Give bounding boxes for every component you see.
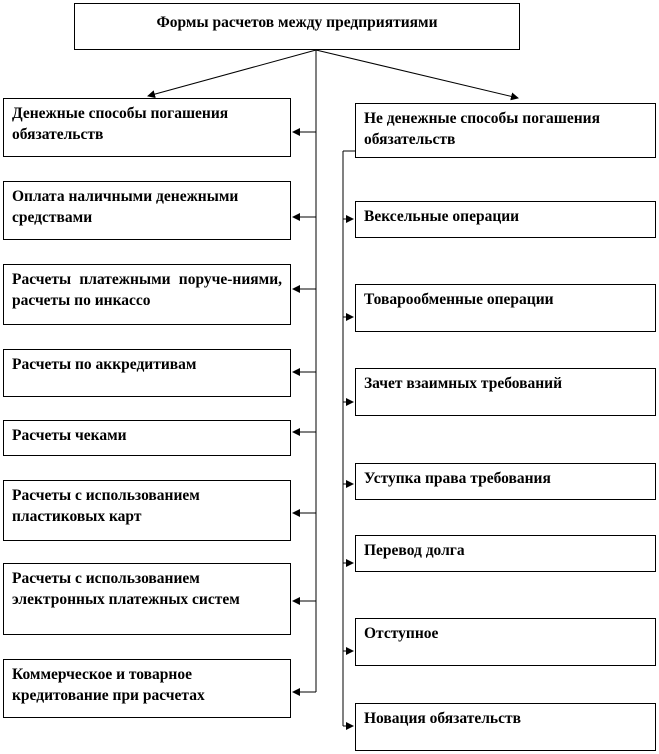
left-item-plastic-cards [3,480,291,541]
right-item-label: Перевод долга [364,542,465,559]
right-header-label: Не денежные способы погашения обязательств [364,110,600,148]
right-item-offset [355,368,656,416]
right-item-label: Вексельные операции [364,208,520,225]
left-item-label: Расчеты с использованием электронных платежных систем [12,570,240,608]
right-item-barter [355,284,656,332]
left-item-label: Оплата наличными денежными средствами [12,188,239,226]
left-item-payment-orders [3,264,291,325]
connector-arrow-left-header [148,50,316,96]
right-item-bills [355,201,656,238]
left-header-label: Денежные способы погашения обязательств [12,105,229,143]
right-item-label: Отступное [364,625,439,642]
left-item-cheques [3,420,291,456]
root-title: Формы расчетов между предприятиями [156,14,438,31]
left-item-label: Коммерческое и товарное кредитование при расчетах [12,666,205,704]
left-item-label: Расчеты с использованием пластиковых карт [12,487,200,525]
right-item-label: Новация обязательств [364,710,521,727]
right-item-label: Зачет взаимных требований [364,375,563,392]
left-item-commercial-credit [3,659,291,718]
left-item-letters-of-credit [3,349,291,397]
left-item-label: Расчеты по аккредитивам [12,356,197,373]
right-item-label: Товарообменные операции [364,291,554,308]
right-header-box [355,103,656,158]
left-item-label: Расчеты платежными поруче-ниями, расчеты по инкассо [12,271,282,309]
connector-arrow-right-header [316,50,518,98]
right-item-assignment [355,463,656,500]
right-item-compensation [355,618,656,666]
left-header-box [3,98,291,157]
right-item-novation [355,703,656,751]
left-item-label: Расчеты чеками [12,427,127,444]
right-item-label: Уступка права требования [364,470,551,487]
left-item-cash [3,181,291,240]
right-item-debt-transfer [355,535,656,572]
left-item-electronic-payments [3,563,291,635]
root-title-box [74,3,520,50]
